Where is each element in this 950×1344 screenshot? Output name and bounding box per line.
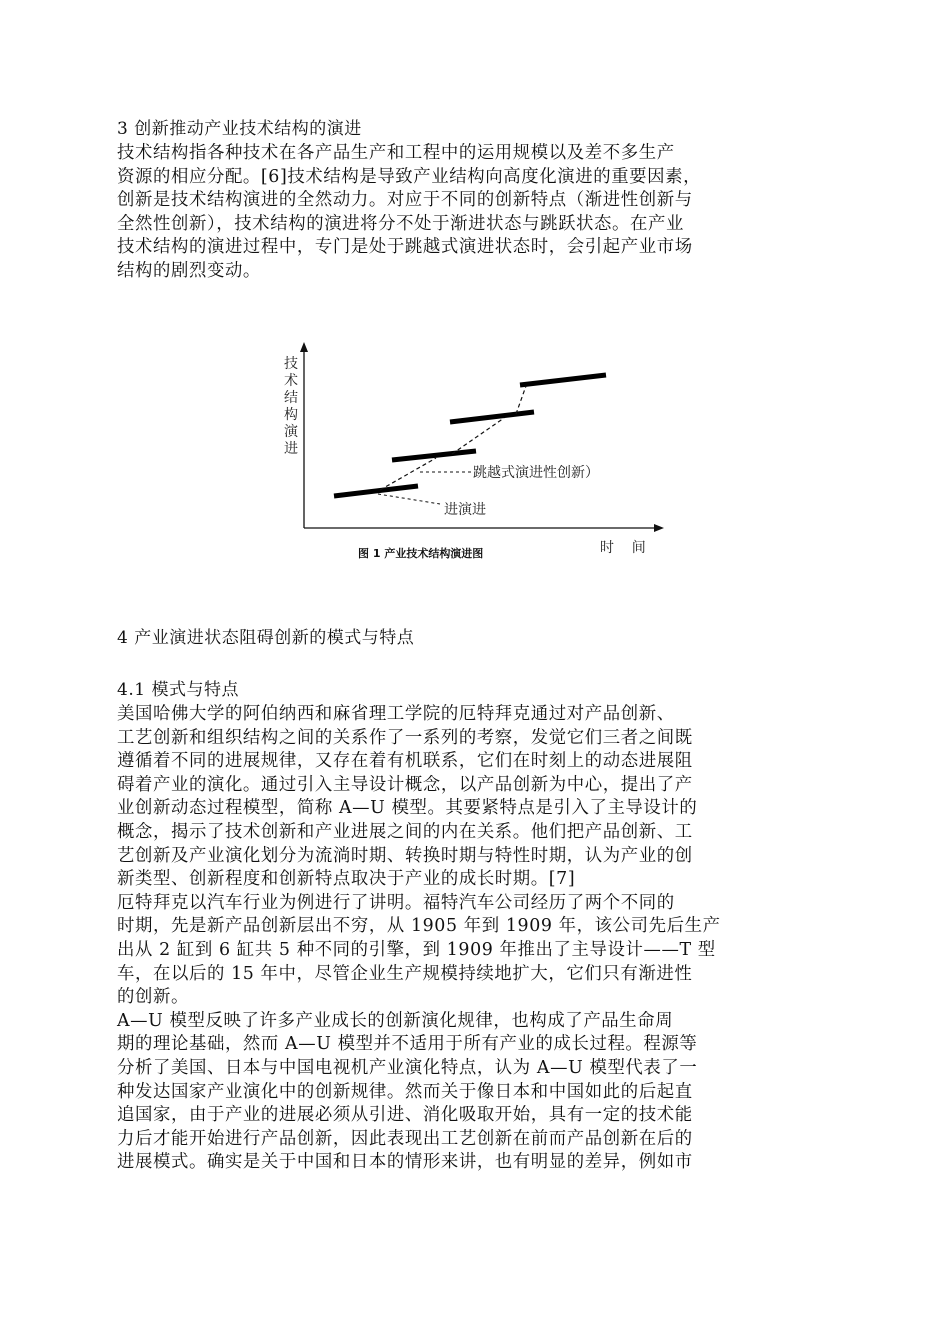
section4-paragraph-1 bbox=[117, 703, 833, 1175]
label-gradual-evolution: 进演进 bbox=[444, 502, 486, 518]
text-line: 业创新动态过程模型，简称 A—U 模型。其要紧特点是引入了主导设计的 bbox=[117, 798, 698, 819]
y-axis-label-char: 进 bbox=[284, 441, 298, 457]
section4-1-heading: 4.1 模式与特点 bbox=[117, 680, 239, 700]
text-line: 技术结构指各种技术在各产品生产和工程中的运用规模以及差不多生产 bbox=[117, 143, 675, 163]
leader-line-gradual bbox=[378, 494, 440, 504]
section4-heading: 4 产业演进状态阻碍创新的模式与特点 bbox=[117, 628, 415, 648]
text-line: 的创新。 bbox=[117, 987, 189, 1008]
y-axis-label-char: 技 bbox=[284, 356, 298, 372]
jump-connector-2 bbox=[452, 418, 504, 454]
y-axis-label-char: 术 bbox=[284, 373, 298, 389]
label-jump-suffix: 性创新） bbox=[543, 465, 599, 481]
text-line: 全然性创新），技术结构的演进将分不处于渐进状态与跳跃状态。在产业 bbox=[117, 213, 685, 234]
y-axis-label-char: 演 bbox=[284, 424, 298, 440]
text-line: 出从 2 缸到 6 缸共 5 种不同的引擎，到 1909 年推出了主导设计——T 型 bbox=[117, 939, 716, 960]
text-line: 资源的相应分配。[6]技术结构是导致产业结构向高度化演进的重要因素， bbox=[117, 166, 702, 187]
jump-connector-3 bbox=[516, 386, 526, 414]
text-line: 技术结构的演进过程中，专门是处于跳越式演进状态时，会引起产业市场 bbox=[117, 237, 693, 258]
text-line: 碍着产业的演化。通过引入主导设计概念，以产品创新为中心，提出了产 bbox=[117, 774, 693, 795]
text-line: A—U 模型反映了许多产业成长的创新演化规律，也构成了产品生命周 bbox=[117, 1010, 674, 1031]
text-line: 创新是技术结构演进的全然动力。对应于不同的创新特点（渐进性创新与 bbox=[117, 190, 693, 211]
text-line: 新类型、创新程度和创新特点取决于产业的成长时期。[7] bbox=[117, 869, 576, 890]
text-line: 期的理论基础，然而 A—U 模型并不适用于所有产业的成长过程。程源等 bbox=[117, 1034, 698, 1055]
text-line: 美国哈佛大学的阿伯纳西和麻省理工学院的厄特拜克通过对产品创新、 bbox=[117, 704, 675, 724]
text-line: 厄特拜克以汽车行业为例进行了讲明。福特汽车公司经历了两个不同的 bbox=[117, 892, 675, 913]
section3-paragraph bbox=[117, 142, 833, 284]
x-axis-label: 时 间 bbox=[600, 540, 646, 556]
step-segment-1 bbox=[334, 486, 418, 496]
text-line: 追国家，由于产业的进展必须从引进、消化吸取开始，具有一定的技术能 bbox=[117, 1105, 693, 1126]
step-segment-2 bbox=[392, 451, 476, 460]
figure-caption: 图 1 产业技术结构演进图 bbox=[358, 547, 484, 560]
text-line: 结构的剧烈变动。 bbox=[117, 260, 261, 281]
text-line: 车，在以后的 15 年中，尽管企业生产规模持续地扩大，它们只有渐进性 bbox=[117, 963, 693, 984]
x-axis-arrow bbox=[654, 524, 664, 532]
text-line: 艺创新及产业演化划分为流淌时期、转换时期与特性时期，认为产业的创 bbox=[117, 845, 693, 866]
y-axis-label-char: 构 bbox=[284, 407, 298, 423]
label-jump-evolution bbox=[473, 464, 599, 481]
text-line: 时期，先是新产品创新层出不穷，从 1905 年到 1909 年，该公司先后生产 bbox=[117, 916, 721, 937]
text-line: 种发达国家产业演化中的创新规律。然而关于像日本和中国如此的后起直 bbox=[117, 1081, 693, 1102]
text-line: 分析了美国、日本与中国电视机产业演化特点，认为 A—U 模型代表了一 bbox=[117, 1057, 698, 1078]
text-line: 进展模式。确实是关于中国和日本的情形来讲，也有明显的差异，例如市 bbox=[117, 1152, 693, 1173]
step-segment-3 bbox=[450, 412, 534, 422]
text-line: 工艺创新和组织结构之间的关系作了一系列的考察，发觉它们三者之间既 bbox=[117, 727, 693, 748]
figure-svg bbox=[268, 338, 668, 568]
figure-technology-structure-evolution bbox=[268, 338, 668, 568]
text-line: 力后才能开始进行产品创新，因此表现出工艺创新在前而产品创新在后的 bbox=[117, 1128, 693, 1149]
text-line: 遵循着不同的进展规律，又存在着有机联系，它们在时刻上的动态进展阻 bbox=[117, 751, 693, 772]
step-segment-4 bbox=[520, 375, 606, 385]
text-line: 概念，揭示了技术创新和产业进展之间的内在关系。他们把产品创新、工 bbox=[117, 821, 693, 842]
section3-heading: 3 创新推动产业技术结构的演进 bbox=[117, 119, 362, 139]
y-axis-label-char: 结 bbox=[284, 390, 298, 406]
label-jump-main: 跳越式演进 bbox=[473, 465, 543, 481]
y-axis-arrow bbox=[300, 342, 308, 352]
